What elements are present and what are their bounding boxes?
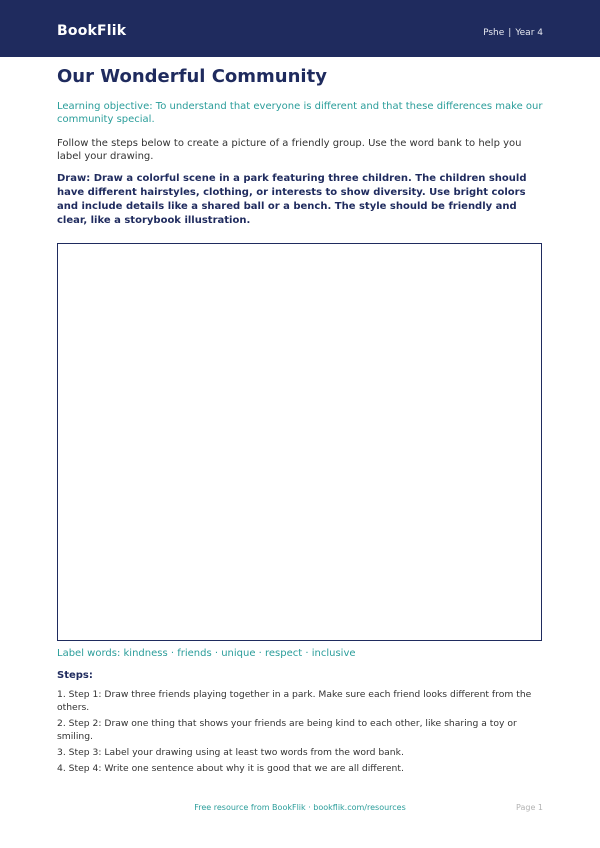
steps-list [57, 688, 547, 778]
draw-prompt: Draw: Draw a colorful scene in a park featuring three children. The children should have different hairstyles, clothing, or interests to show diversity. Use bright colors and include details like a shared ball or a bench. The style should be friendly and clear, like a storybook illustration. [57, 173, 527, 226]
step-item-1: 1. Step 1: Draw three friends playing together in a park. Make sure each friend looks different from the others. [57, 689, 532, 713]
step-item-2: 2. Step 2: Draw one thing that shows your friends are being kind to each other, like sharing a toy or smiling. [57, 718, 517, 742]
footer-credit: Free resource from BookFlik · bookflik.com/resources [194, 803, 406, 812]
word-bank: Label words: kindness · friends · unique · respect · inclusive [57, 648, 356, 659]
step-item-3: 3. Step 3: Label your drawing using at least two words from the word bank. [57, 747, 404, 758]
brand-logo: BookFlik [57, 23, 127, 39]
steps-heading: Steps: [57, 670, 93, 681]
meta-separator: | [508, 28, 512, 38]
page-number: Page 1 [516, 803, 543, 812]
subject-year [483, 28, 543, 38]
step-item-4: 4. Step 4: Write one sentence about why it is good that we are all different. [57, 763, 404, 774]
page-header [0, 0, 600, 57]
drawing-area[interactable] [57, 243, 542, 641]
year-label: Year 4 [515, 28, 543, 38]
page-title: Our Wonderful Community [57, 66, 327, 87]
learning-objective: Learning objective: To understand that everyone is different and that these differences make our community special. [57, 101, 543, 125]
subject-label: Pshe [483, 28, 505, 38]
instructions: Follow the steps below to create a picture of a friendly group. Use the word bank to help you label your drawing. [57, 138, 522, 162]
